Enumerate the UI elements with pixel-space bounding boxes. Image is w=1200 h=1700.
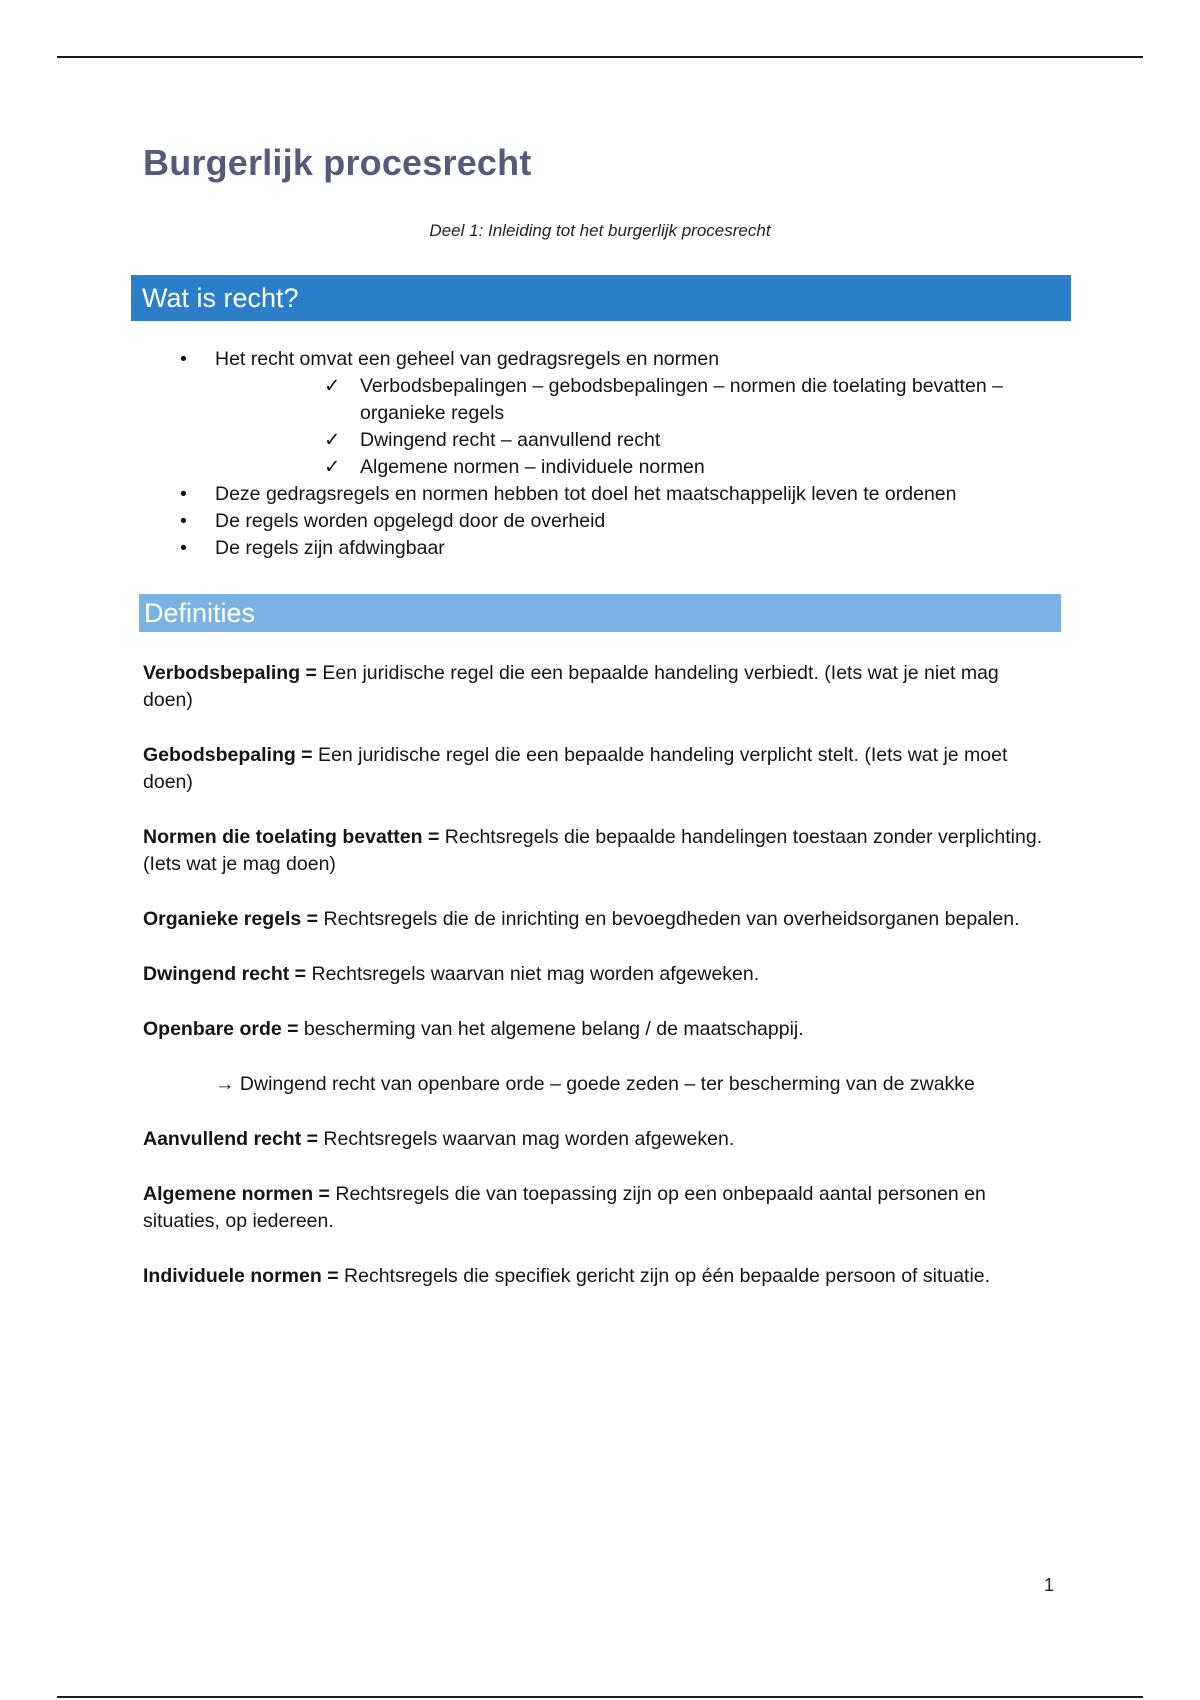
definition-aanvullend-recht: [143, 1126, 1043, 1153]
definition-verbodsbepaling: [143, 660, 1043, 714]
list-item-text: De regels worden opgelegd door de overheid: [215, 510, 606, 532]
definition-text: bescherming van het algemene belang / de maatschappij.: [298, 1018, 804, 1040]
check-item: [0, 454, 1200, 481]
definition-dwingend-recht: [143, 961, 1043, 988]
definition-term: Normen die toelating bevatten =: [143, 826, 440, 848]
document-title: Burgerlijk procesrecht: [143, 142, 532, 183]
section-heading-wat-is-recht: Wat is recht?: [131, 275, 1071, 321]
list-item-text: De regels zijn afdwingbaar: [215, 537, 445, 559]
definition-text: Rechtsregels die van toepassing zijn op een onbepaald aantal personen en situaties, op iedereen.: [143, 1183, 986, 1232]
list-item-text: Deze gedragsregels en normen hebben tot doel het maatschappelijk leven te ordenen: [215, 483, 957, 505]
check-item-text: Verbodsbepalingen – gebodsbepalingen – normen die toelating bevatten – organieke regels: [360, 375, 1003, 424]
list-item: [0, 535, 1200, 562]
definition-text: Een juridische regel die een bepaalde handeling verplicht stelt. (Iets wat je moet doen): [143, 744, 1008, 793]
definition-text: Rechtsregels waarvan niet mag worden afgeweken.: [306, 963, 760, 985]
arrow-note: [215, 1071, 1043, 1098]
document-subtitle: Deel 1: Inleiding tot het burgerlijk procesrecht: [429, 221, 771, 240]
top-rule: [57, 56, 1143, 58]
definition-normen-toelating: [143, 824, 1043, 878]
definitions-list: [143, 660, 1043, 1318]
definition-term: Aanvullend recht =: [143, 1128, 319, 1150]
bullet-list: [0, 346, 1200, 562]
check-item-text: Algemene normen – individuele normen: [360, 456, 705, 478]
arrow-note-text: Dwingend recht van openbare orde – goede zeden – ter bescherming van de zwakke: [234, 1073, 975, 1095]
definition-term: Verbodsbepaling =: [143, 662, 317, 684]
definition-text: Rechtsregels die bepaalde handelingen toestaan zonder verplichting. (Iets wat je mag doen): [143, 826, 1043, 875]
definition-text: Rechtsregels die specifiek gericht zijn op één bepaalde persoon of situatie.: [338, 1265, 991, 1287]
definition-text: Een juridische regel die een bepaalde handeling verbiedt. (Iets wat je niet mag doen): [143, 662, 999, 711]
list-item: [0, 481, 1200, 508]
bullet-icon: •: [180, 510, 187, 532]
list-item: [0, 346, 1200, 373]
list-item: [0, 508, 1200, 535]
definition-algemene-normen: [143, 1181, 1043, 1235]
definition-term: Individuele normen =: [143, 1265, 339, 1287]
definition-term: Openbare orde =: [143, 1018, 299, 1040]
definition-term: Dwingend recht =: [143, 963, 307, 985]
checkmark-icon: ✓: [324, 456, 341, 478]
bullet-icon: •: [180, 537, 187, 559]
definition-openbare-orde: [143, 1016, 1043, 1043]
definition-term: Gebodsbepaling =: [143, 744, 313, 766]
checkmark-icon: ✓: [324, 429, 341, 451]
definition-organieke-regels: [143, 906, 1043, 933]
page-number: 1: [1044, 1575, 1055, 1595]
bullet-icon: •: [180, 483, 187, 505]
definition-individuele-normen: [143, 1263, 1043, 1290]
definition-text: Rechtsregels die de inrichting en bevoegdheden van overheidsorganen bepalen.: [318, 908, 1020, 930]
checkmark-icon: ✓: [324, 375, 341, 397]
section-heading-definities: Definities: [139, 594, 1061, 632]
definition-text: Rechtsregels waarvan mag worden afgeweken.: [318, 1128, 735, 1150]
definition-gebodsbepaling: [143, 742, 1043, 796]
arrow-right-icon: →: [215, 1073, 235, 1095]
check-item: [0, 427, 1200, 454]
definition-term: Organieke regels =: [143, 908, 319, 930]
bullet-icon: •: [180, 348, 187, 370]
check-item: [0, 373, 1200, 427]
list-item-text: Het recht omvat een geheel van gedragsregels en normen: [215, 348, 720, 370]
definition-term: Algemene normen =: [143, 1183, 330, 1205]
bottom-rule: [57, 1696, 1143, 1698]
check-item-text: Dwingend recht – aanvullend recht: [360, 429, 661, 451]
